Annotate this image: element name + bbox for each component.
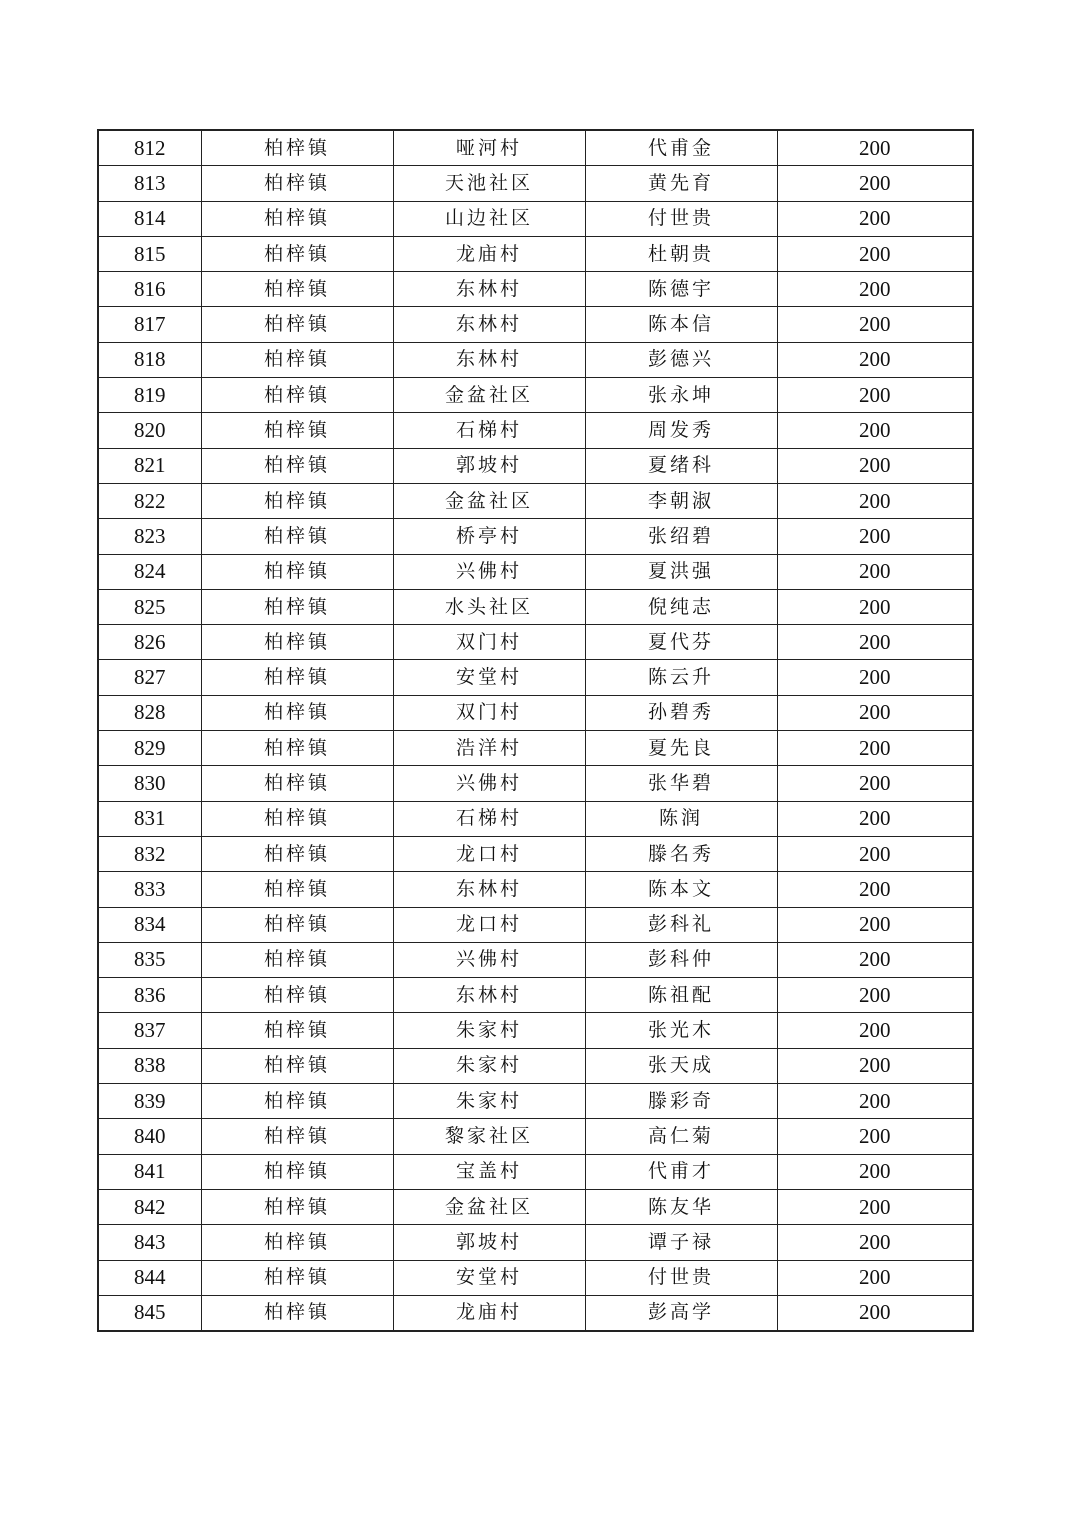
person-name-cell: 彭科礼 xyxy=(585,907,777,942)
person-name-cell: 高仁菊 xyxy=(585,1119,777,1154)
row-number-cell: 815 xyxy=(98,236,201,271)
village-cell: 金盆社区 xyxy=(393,378,585,413)
person-name-cell: 倪纯志 xyxy=(585,589,777,624)
person-name-cell: 陈祖配 xyxy=(585,978,777,1013)
table-row xyxy=(98,307,973,342)
row-number-cell: 816 xyxy=(98,272,201,307)
town-cell: 柏梓镇 xyxy=(201,695,393,730)
amount-cell: 200 xyxy=(777,766,973,801)
table-row xyxy=(98,907,973,942)
town-cell: 柏梓镇 xyxy=(201,483,393,518)
row-number-cell: 820 xyxy=(98,413,201,448)
village-cell: 石梯村 xyxy=(393,413,585,448)
town-cell: 柏梓镇 xyxy=(201,978,393,1013)
amount-cell: 200 xyxy=(777,1119,973,1154)
town-cell: 柏梓镇 xyxy=(201,942,393,977)
table-row xyxy=(98,413,973,448)
village-cell: 朱家村 xyxy=(393,1084,585,1119)
row-number-cell: 817 xyxy=(98,307,201,342)
table-row xyxy=(98,1154,973,1189)
amount-cell: 200 xyxy=(777,1260,973,1295)
table-row xyxy=(98,1295,973,1331)
person-name-cell: 张华碧 xyxy=(585,766,777,801)
table-row xyxy=(98,836,973,871)
village-cell: 双门村 xyxy=(393,695,585,730)
table-row xyxy=(98,201,973,236)
amount-cell: 200 xyxy=(777,801,973,836)
amount-cell: 200 xyxy=(777,907,973,942)
amount-cell: 200 xyxy=(777,660,973,695)
village-cell: 哑河村 xyxy=(393,130,585,166)
table-row xyxy=(98,1189,973,1224)
town-cell: 柏梓镇 xyxy=(201,731,393,766)
village-cell: 兴佛村 xyxy=(393,766,585,801)
amount-cell: 200 xyxy=(777,519,973,554)
table-row xyxy=(98,625,973,660)
table-row xyxy=(98,1013,973,1048)
town-cell: 柏梓镇 xyxy=(201,307,393,342)
person-name-cell: 代甫才 xyxy=(585,1154,777,1189)
village-cell: 龙口村 xyxy=(393,836,585,871)
village-cell: 双门村 xyxy=(393,625,585,660)
person-name-cell: 陈云升 xyxy=(585,660,777,695)
person-name-cell: 夏绪科 xyxy=(585,448,777,483)
row-number-cell: 829 xyxy=(98,731,201,766)
town-cell: 柏梓镇 xyxy=(201,201,393,236)
amount-cell: 200 xyxy=(777,589,973,624)
amount-cell: 200 xyxy=(777,1084,973,1119)
town-cell: 柏梓镇 xyxy=(201,589,393,624)
town-cell: 柏梓镇 xyxy=(201,1260,393,1295)
village-cell: 东林村 xyxy=(393,978,585,1013)
row-number-cell: 842 xyxy=(98,1189,201,1224)
table-row xyxy=(98,448,973,483)
village-cell: 宝盖村 xyxy=(393,1154,585,1189)
town-cell: 柏梓镇 xyxy=(201,378,393,413)
table-row xyxy=(98,695,973,730)
person-name-cell: 彭德兴 xyxy=(585,342,777,377)
person-name-cell: 孙碧秀 xyxy=(585,695,777,730)
village-cell: 朱家村 xyxy=(393,1013,585,1048)
person-name-cell: 夏代芬 xyxy=(585,625,777,660)
table-row xyxy=(98,801,973,836)
town-cell: 柏梓镇 xyxy=(201,625,393,660)
table-row xyxy=(98,589,973,624)
town-cell: 柏梓镇 xyxy=(201,801,393,836)
town-cell: 柏梓镇 xyxy=(201,1013,393,1048)
row-number-cell: 832 xyxy=(98,836,201,871)
row-number-cell: 837 xyxy=(98,1013,201,1048)
person-name-cell: 李朝淑 xyxy=(585,483,777,518)
person-name-cell: 付世贵 xyxy=(585,1260,777,1295)
village-cell: 兴佛村 xyxy=(393,554,585,589)
person-name-cell: 彭高学 xyxy=(585,1295,777,1331)
amount-cell: 200 xyxy=(777,554,973,589)
amount-cell: 200 xyxy=(777,942,973,977)
person-name-cell: 陈本信 xyxy=(585,307,777,342)
amount-cell: 200 xyxy=(777,1048,973,1083)
table-row xyxy=(98,731,973,766)
amount-cell: 200 xyxy=(777,448,973,483)
amount-cell: 200 xyxy=(777,978,973,1013)
person-name-cell: 滕名秀 xyxy=(585,836,777,871)
row-number-cell: 813 xyxy=(98,166,201,201)
row-number-cell: 831 xyxy=(98,801,201,836)
amount-cell: 200 xyxy=(777,1189,973,1224)
person-name-cell: 陈德宇 xyxy=(585,272,777,307)
village-cell: 天池社区 xyxy=(393,166,585,201)
person-name-cell: 黄先育 xyxy=(585,166,777,201)
amount-cell: 200 xyxy=(777,483,973,518)
town-cell: 柏梓镇 xyxy=(201,1119,393,1154)
town-cell: 柏梓镇 xyxy=(201,236,393,271)
town-cell: 柏梓镇 xyxy=(201,836,393,871)
amount-cell: 200 xyxy=(777,836,973,871)
village-cell: 桥亭村 xyxy=(393,519,585,554)
person-name-cell: 张光木 xyxy=(585,1013,777,1048)
table-row xyxy=(98,942,973,977)
table-row xyxy=(98,766,973,801)
row-number-cell: 835 xyxy=(98,942,201,977)
town-cell: 柏梓镇 xyxy=(201,342,393,377)
person-name-cell: 陈友华 xyxy=(585,1189,777,1224)
amount-cell: 200 xyxy=(777,1295,973,1331)
record-table xyxy=(97,129,974,1332)
amount-cell: 200 xyxy=(777,872,973,907)
row-number-cell: 828 xyxy=(98,695,201,730)
person-name-cell: 谭子禄 xyxy=(585,1225,777,1260)
table-row xyxy=(98,554,973,589)
row-number-cell: 821 xyxy=(98,448,201,483)
person-name-cell: 滕彩奇 xyxy=(585,1084,777,1119)
amount-cell: 200 xyxy=(777,1225,973,1260)
person-name-cell: 夏洪强 xyxy=(585,554,777,589)
person-name-cell: 付世贵 xyxy=(585,201,777,236)
amount-cell: 200 xyxy=(777,1154,973,1189)
town-cell: 柏梓镇 xyxy=(201,519,393,554)
person-name-cell: 张天成 xyxy=(585,1048,777,1083)
row-number-cell: 825 xyxy=(98,589,201,624)
table-row xyxy=(98,519,973,554)
village-cell: 黎家社区 xyxy=(393,1119,585,1154)
town-cell: 柏梓镇 xyxy=(201,554,393,589)
table-row xyxy=(98,1084,973,1119)
table-row xyxy=(98,483,973,518)
person-name-cell: 陈润 xyxy=(585,801,777,836)
village-cell: 东林村 xyxy=(393,872,585,907)
village-cell: 安堂村 xyxy=(393,1260,585,1295)
row-number-cell: 824 xyxy=(98,554,201,589)
row-number-cell: 818 xyxy=(98,342,201,377)
village-cell: 金盆社区 xyxy=(393,1189,585,1224)
row-number-cell: 845 xyxy=(98,1295,201,1331)
person-name-cell: 杜朝贵 xyxy=(585,236,777,271)
table-row xyxy=(98,978,973,1013)
village-cell: 水头社区 xyxy=(393,589,585,624)
town-cell: 柏梓镇 xyxy=(201,766,393,801)
row-number-cell: 823 xyxy=(98,519,201,554)
amount-cell: 200 xyxy=(777,236,973,271)
row-number-cell: 836 xyxy=(98,978,201,1013)
amount-cell: 200 xyxy=(777,731,973,766)
amount-cell: 200 xyxy=(777,307,973,342)
person-name-cell: 张永坤 xyxy=(585,378,777,413)
village-cell: 龙庙村 xyxy=(393,236,585,271)
row-number-cell: 826 xyxy=(98,625,201,660)
row-number-cell: 840 xyxy=(98,1119,201,1154)
town-cell: 柏梓镇 xyxy=(201,1295,393,1331)
row-number-cell: 812 xyxy=(98,130,201,166)
village-cell: 龙庙村 xyxy=(393,1295,585,1331)
village-cell: 金盆社区 xyxy=(393,483,585,518)
person-name-cell: 陈本文 xyxy=(585,872,777,907)
row-number-cell: 834 xyxy=(98,907,201,942)
village-cell: 安堂村 xyxy=(393,660,585,695)
village-cell: 石梯村 xyxy=(393,801,585,836)
town-cell: 柏梓镇 xyxy=(201,1048,393,1083)
town-cell: 柏梓镇 xyxy=(201,272,393,307)
amount-cell: 200 xyxy=(777,695,973,730)
row-number-cell: 822 xyxy=(98,483,201,518)
village-cell: 东林村 xyxy=(393,307,585,342)
amount-cell: 200 xyxy=(777,625,973,660)
amount-cell: 200 xyxy=(777,272,973,307)
row-number-cell: 844 xyxy=(98,1260,201,1295)
village-cell: 东林村 xyxy=(393,272,585,307)
row-number-cell: 833 xyxy=(98,872,201,907)
table-row xyxy=(98,378,973,413)
person-name-cell: 夏先良 xyxy=(585,731,777,766)
town-cell: 柏梓镇 xyxy=(201,1225,393,1260)
person-name-cell: 代甫金 xyxy=(585,130,777,166)
town-cell: 柏梓镇 xyxy=(201,448,393,483)
amount-cell: 200 xyxy=(777,166,973,201)
table-row xyxy=(98,1048,973,1083)
town-cell: 柏梓镇 xyxy=(201,1084,393,1119)
village-cell: 兴佛村 xyxy=(393,942,585,977)
amount-cell: 200 xyxy=(777,413,973,448)
table-row xyxy=(98,236,973,271)
village-cell: 山边社区 xyxy=(393,201,585,236)
person-name-cell: 张绍碧 xyxy=(585,519,777,554)
amount-cell: 200 xyxy=(777,1013,973,1048)
amount-cell: 200 xyxy=(777,201,973,236)
table-row xyxy=(98,1260,973,1295)
town-cell: 柏梓镇 xyxy=(201,1154,393,1189)
table-row xyxy=(98,1119,973,1154)
town-cell: 柏梓镇 xyxy=(201,907,393,942)
village-cell: 龙口村 xyxy=(393,907,585,942)
town-cell: 柏梓镇 xyxy=(201,413,393,448)
amount-cell: 200 xyxy=(777,130,973,166)
record-table-body xyxy=(98,130,973,1331)
person-name-cell: 周发秀 xyxy=(585,413,777,448)
town-cell: 柏梓镇 xyxy=(201,166,393,201)
village-cell: 东林村 xyxy=(393,342,585,377)
person-name-cell: 彭科仲 xyxy=(585,942,777,977)
village-cell: 郭坡村 xyxy=(393,1225,585,1260)
table-row xyxy=(98,660,973,695)
amount-cell: 200 xyxy=(777,378,973,413)
town-cell: 柏梓镇 xyxy=(201,130,393,166)
row-number-cell: 839 xyxy=(98,1084,201,1119)
village-cell: 朱家村 xyxy=(393,1048,585,1083)
table-row xyxy=(98,166,973,201)
town-cell: 柏梓镇 xyxy=(201,872,393,907)
town-cell: 柏梓镇 xyxy=(201,660,393,695)
amount-cell: 200 xyxy=(777,342,973,377)
row-number-cell: 841 xyxy=(98,1154,201,1189)
table-row xyxy=(98,130,973,166)
table-row xyxy=(98,1225,973,1260)
table-row xyxy=(98,872,973,907)
village-cell: 郭坡村 xyxy=(393,448,585,483)
row-number-cell: 827 xyxy=(98,660,201,695)
table-row xyxy=(98,342,973,377)
row-number-cell: 819 xyxy=(98,378,201,413)
village-cell: 浩洋村 xyxy=(393,731,585,766)
row-number-cell: 830 xyxy=(98,766,201,801)
row-number-cell: 843 xyxy=(98,1225,201,1260)
town-cell: 柏梓镇 xyxy=(201,1189,393,1224)
row-number-cell: 838 xyxy=(98,1048,201,1083)
row-number-cell: 814 xyxy=(98,201,201,236)
table-row xyxy=(98,272,973,307)
